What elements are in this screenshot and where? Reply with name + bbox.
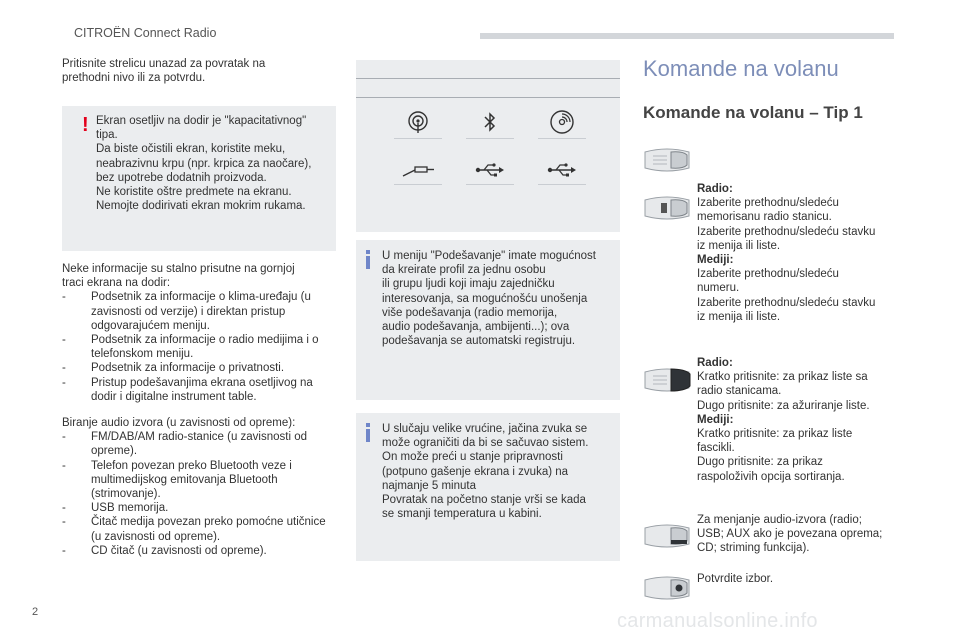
audio-intro: Biranje audio izvora (u zavisnosti od opreme):: [62, 417, 296, 429]
heat-info-box: [356, 413, 620, 561]
list-item: - FM/DAB/AM radio-stanice (u zavisnosti od opreme).: [62, 431, 308, 458]
profile-info-text: U meniju "Podešavanje" imate mogućnost da kreirate profil za jednu osobu ili grupu ljudi koji imaju zajedničku interesovanja, sa mogućnošću unošenja više podešavanja (radio memorija, audio podešavanja, ambijenti...); ova podešavanja se automatski registruju.: [382, 250, 596, 348]
cd-icon[interactable]: [542, 108, 582, 136]
list-item: - Čitač medija povezan preko pomoćne utičnice (u zavisnosti od opreme).: [62, 516, 326, 543]
list-item: - Podsetnik za informacije o klima-uređaju (u zavisnosti od verzije) i direktan pristup odgovarajućem meniju.: [62, 291, 311, 332]
radio-icon[interactable]: [398, 108, 438, 136]
list-item: - Telefon povezan preko Bluetooth veze i multimedijskog emitovanja Bluetooth (strimovanje).: [62, 459, 292, 501]
info-icon: [366, 423, 370, 442]
intro-text: Pritisnite strelicu unazad za povratak na prethodni nivo ili za potvrdu.: [62, 58, 266, 85]
usb-icon[interactable]: [470, 156, 510, 184]
audio-source-info: [62, 416, 336, 558]
header-rule: [480, 33, 894, 39]
usb-icon[interactable]: [542, 156, 582, 184]
control-4-desc: Potvrdite izbor.: [697, 573, 774, 585]
section-title: Komande na volanu: [643, 56, 839, 81]
list-item: - CD čitač (u zavisnosti od opreme).: [62, 544, 267, 557]
warning-icon: !: [82, 114, 89, 136]
steering-control-icon: [641, 194, 693, 222]
control-3-desc: Za menjanje audio-izvora (radio; USB; AUX ako je povezana oprema; CD; striming funkcija).: [697, 514, 883, 555]
list-item: - Pristup podešavanjima ekrana osetljivog na dodir i digitalne instrument table.: [62, 376, 313, 403]
steering-control-icon: [641, 522, 693, 550]
warning-box: [62, 106, 336, 251]
info-icon: [366, 250, 370, 269]
control-2-desc: Radio: Kratko pritisnite: za prikaz liste sa radio stanicama. Dugo pritisnite: za ažuriranje liste. Mediji: Kratko pritisnite: za prikaz liste fascikli. Dugo pritisnite: za prikaz raspoloživih opcija sortiranja.: [697, 357, 870, 483]
steering-control-icon: [641, 366, 693, 394]
top-bar-intro: Neke informacije su stalno prisutne na gornjoj traci ekrana na dodir:: [62, 263, 295, 290]
running-header: CITROËN Connect Radio: [74, 26, 217, 40]
sub-title: Komande na volanu – Tip 1: [643, 103, 863, 122]
list-item: - USB memorija.: [62, 502, 169, 515]
bluetooth-icon[interactable]: [470, 108, 510, 136]
watermark: carmanualsonline.info: [617, 610, 818, 632]
aux-jack-icon[interactable]: [398, 156, 438, 184]
warning-text: Ekran osetljiv na dodir je "kapacitativnog" tipa. Da biste očistili ekran, koristite meku, neabrazivnu krpu (npr. krpica za naočare), bez upotrebe dodatnih proizvoda. Ne koristite oštre predmete na ekranu. Nemojte dodirivati ekran mokrim rukama.: [96, 115, 312, 213]
page-number: 2: [32, 606, 39, 618]
control-1-desc: Radio: Izaberite prethodnu/sledeću memorisanu radio stanicu. Izaberite prethodnu/sledeću stavku iz menija ili liste. Mediji: Izaberite prethodnu/sledeću numeru. Izaberite prethodnu/sledeću stavku iz menija ili liste.: [697, 183, 876, 323]
top-bar-info: [62, 262, 336, 404]
steering-control-icon: [641, 146, 693, 174]
profile-info-box: [356, 240, 620, 400]
list-item: - Podsetnik za informacije o radio medijima i o telefonskom meniju.: [62, 334, 319, 361]
audio-source-panel: [356, 60, 620, 232]
steering-control-icon: [641, 574, 693, 602]
list-item: - Podsetnik za informacije o privatnosti.: [62, 362, 285, 375]
heat-info-text: U slučaju velike vrućine, jačina zvuka se može ograničiti da bi se sačuvao sistem. On može preći u stanje pripravnosti (potpuno gašenje ekrana i zvuka) na najmanje 5 minuta Povratak na početno stanje vrši se kada se smanji temperatura u kabini.: [382, 423, 589, 521]
